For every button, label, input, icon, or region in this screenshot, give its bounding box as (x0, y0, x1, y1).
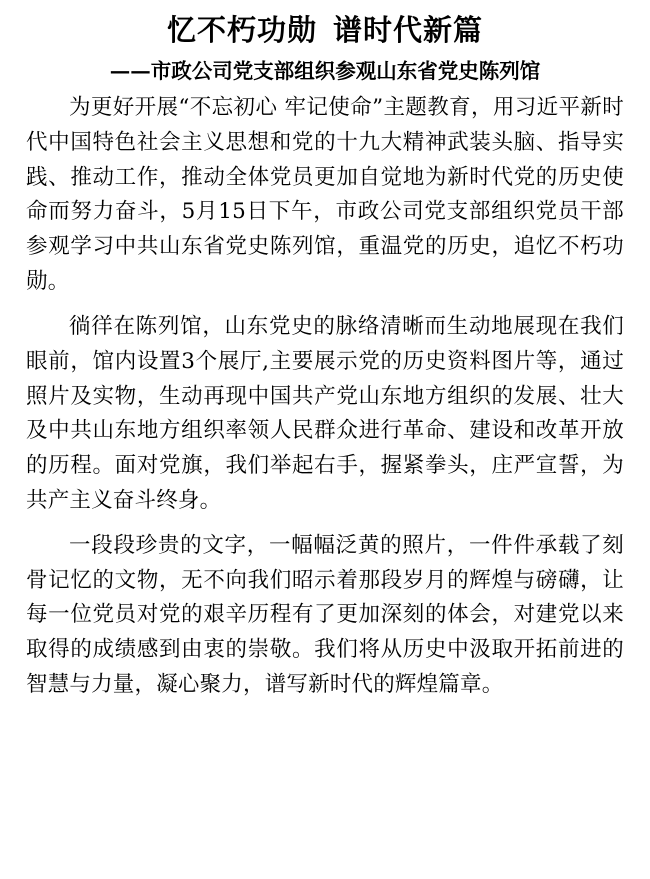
page-title (26, 12, 624, 48)
page-title-part2: 谱时代新篇 (333, 13, 484, 47)
page-title-part1: 忆不朽功勋 (166, 13, 317, 47)
paragraph-3: 一段段珍贵的文字，一幅幅泛黄的照片，一件件承载了刻骨记忆的文物，无不向我们昭示着那段岁月的辉煌与磅礴，让每一位党员对党的艰辛历程有了更加深刻的体会，对建党以来取得的成绩感到由衷的崇敬。我们将从历史中汲取开拓前进的智慧与力量，凝心聚力，谱写新时代的辉煌篇章。 (26, 532, 624, 698)
page-subtitle: ——市政公司党支部组织参观山东省党史陈列馆 (109, 59, 541, 84)
paragraph-1: 为更好开展“不忘初心 牢记使命”主题教育，用习近平新时代中国特色社会主义思想和党的十九大精神武装头脑、指导实践、推动工作，推动全体党员更加自觉地为新时代党的历史使命而努力奋斗，5月15日下午，市政公司党支部组织党员干部参观学习中共山东省党史陈列馆，重温党的历史，追忆不朽功勋。 (26, 94, 624, 295)
document-body (26, 91, 624, 703)
paragraph-2: 徜徉在陈列馆，山东党史的脉络清晰而生动地展现在我们眼前，馆内设置3个展厅,主要展示党的历史资料图片等，通过照片及实物，生动再现中国共产党山东地方组织的发展、壮大及中共山东地方组织率领人民群众进行革命、建设和改革开放的历程。面对党旗，我们举起右手，握紧拳头，庄严宣誓，为共产主义奋斗终身。 (26, 313, 624, 513)
